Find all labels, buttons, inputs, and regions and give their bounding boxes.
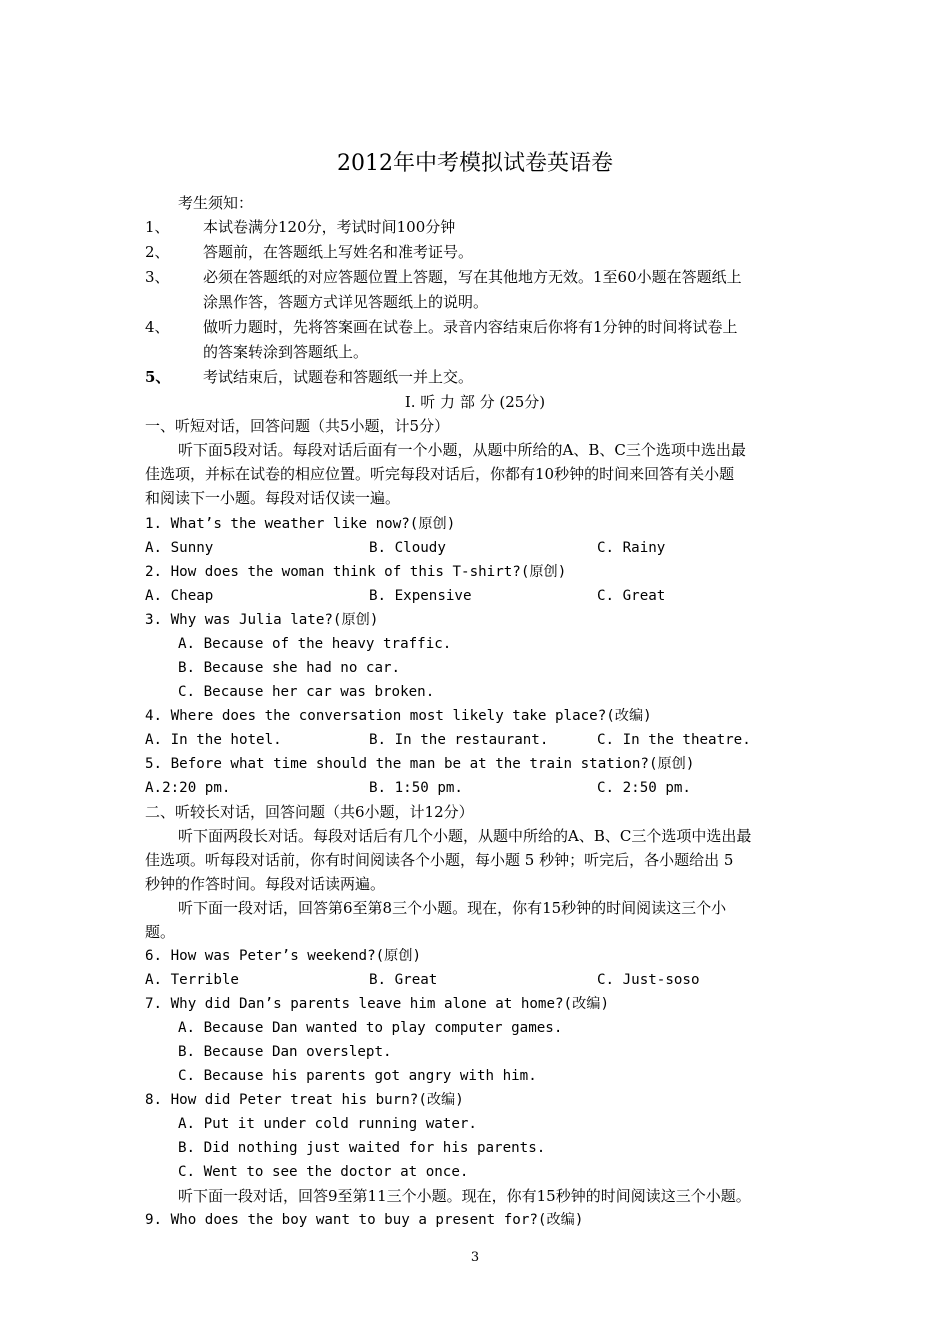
- section-title: Ⅰ. 听 力 部 分 (25分): [404, 393, 546, 411]
- notice-item-2: [145, 240, 810, 264]
- notice-item-number: 1、: [145, 218, 170, 236]
- q8-option-a: A. Put it under cold running water.: [178, 1116, 477, 1132]
- q8-option-c: C. Went to see the doctor at once.: [178, 1164, 469, 1180]
- q4-option-c: C. In the theatre.: [597, 732, 751, 748]
- q8-option-b: B. Did nothing just waited for his parents.: [178, 1140, 546, 1156]
- part2-heading: 二、听较长对话，回答问题（共6小题，计12分）: [145, 803, 474, 821]
- question-1: 1. What’s the weather like now?(原创): [145, 516, 456, 532]
- q3-option-c: C. Because her car was broken.: [178, 684, 435, 700]
- q7-option-c: C. Because his parents got angry with him.: [178, 1068, 537, 1084]
- q5-option-b: B. 1:50 pm.: [369, 780, 463, 796]
- q6-option-b: B. Great: [369, 972, 438, 988]
- question-4: 4. Where does the conversation most likely take place?(改编): [145, 708, 652, 724]
- part1-intro-3: 和阅读下一小题。每段对话仅读一遍。: [145, 489, 401, 507]
- notice-item-3-cont: 涂黑作答，答题方式详见答题纸上的说明。: [203, 293, 489, 311]
- q3-option-b: B. Because she had no car.: [178, 660, 401, 676]
- question-8: 8. How did Peter treat his burn?(改编): [145, 1092, 464, 1108]
- part2-sub1-line2: 题。: [145, 923, 176, 941]
- page-title: 2012年中考模拟试卷英语卷: [337, 151, 613, 176]
- q1-option-b: B. Cloudy: [369, 540, 446, 556]
- q7-option-a: A. Because Dan wanted to play computer games.: [178, 1020, 563, 1036]
- q6-option-c: C. Just-soso: [597, 972, 700, 988]
- q4-option-b: B. In the restaurant.: [369, 732, 549, 748]
- notice-item-text: 考试结束后，试题卷和答题纸一并上交。: [203, 368, 474, 386]
- part1-intro-1: 听下面5段对话。每段对话后面有一个小题，从题中所给的A、B、C三个选项中选出最: [178, 441, 746, 459]
- question-6: 6. How was Peter’s weekend?(原创): [145, 948, 422, 964]
- part2-sub2: 听下面一段对话，回答9至第11三个小题。现在，你有15秒钟的时间阅读这三个小题。: [178, 1187, 751, 1205]
- notice-item-text: 必须在答题纸的对应答题位置上答题，写在其他地方无效。1至60小题在答题纸上: [203, 268, 742, 286]
- page-number: 3: [470, 1250, 480, 1265]
- q6-option-a: A. Terrible: [145, 972, 239, 988]
- notice-item-number: 4、: [145, 318, 170, 336]
- question-5: 5. Before what time should the man be at the train station?(原创): [145, 756, 695, 772]
- q3-option-a: A. Because of the heavy traffic.: [178, 636, 452, 652]
- notice-item-4: [145, 315, 810, 339]
- question-2: 2. How does the woman think of this T-shirt?(原创): [145, 564, 567, 580]
- question-7: 7. Why did Dan’s parents leave him alone at home?(改编): [145, 996, 609, 1012]
- notice-item-1: [145, 215, 810, 239]
- part2-intro-3: 秒钟的作答时间。每段对话读两遍。: [145, 875, 386, 893]
- part1-heading: 一、听短对话，回答问题（共5小题，计5分）: [145, 417, 450, 435]
- notice-heading: 考生须知：: [178, 194, 254, 212]
- q1-option-a: A. Sunny: [145, 540, 214, 556]
- question-3: 3. Why was Julia late?(原创): [145, 612, 379, 628]
- q5-option-c: C. 2:50 pm.: [597, 780, 691, 796]
- notice-item-5: [145, 365, 810, 389]
- notice-item-number: 3、: [145, 268, 170, 286]
- part2-sub1-line1: 听下面一段对话，回答第6至第8三个小题。现在，你有15秒钟的时间阅读这三个小: [178, 899, 727, 917]
- notice-item-text: 答题前，在答题纸上写姓名和准考证号。: [203, 243, 474, 261]
- q4-option-a: A. In the hotel.: [145, 732, 282, 748]
- notice-item-text: 做听力题时，先将答案画在试卷上。录音内容结束后你将有1分钟的时间将试卷上: [203, 318, 738, 336]
- part2-intro-1: 听下面两段长对话。每段对话后有几个小题，从题中所给的A、B、C三个选项中选出最: [178, 827, 752, 845]
- q5-option-a: A.2:20 pm.: [145, 780, 231, 796]
- q2-option-b: B. Expensive: [369, 588, 472, 604]
- q1-option-c: C. Rainy: [597, 540, 666, 556]
- q7-option-b: B. Because Dan overslept.: [178, 1044, 392, 1060]
- notice-item-4-cont: 的答案转涂到答题纸上。: [203, 343, 369, 361]
- q2-option-a: A. Cheap: [145, 588, 214, 604]
- notice-item-number: 2、: [145, 243, 170, 261]
- question-9: 9. Who does the boy want to buy a present for?(改编): [145, 1212, 584, 1228]
- notice-item-3: [145, 265, 810, 289]
- notice-item-text: 本试卷满分120分，考试时间100分钟: [203, 218, 456, 236]
- q2-option-c: C. Great: [597, 588, 666, 604]
- part2-intro-2: 佳选项。听每段对话前，你有时间阅读各个小题，每小题 5 秒钟；听完后，各小题给出 5: [145, 851, 734, 869]
- notice-item-number: 5、: [145, 368, 171, 386]
- part1-intro-2: 佳选项，并标在试卷的相应位置。听完每段对话后，你都有10秒钟的时间来回答有关小题: [145, 465, 735, 483]
